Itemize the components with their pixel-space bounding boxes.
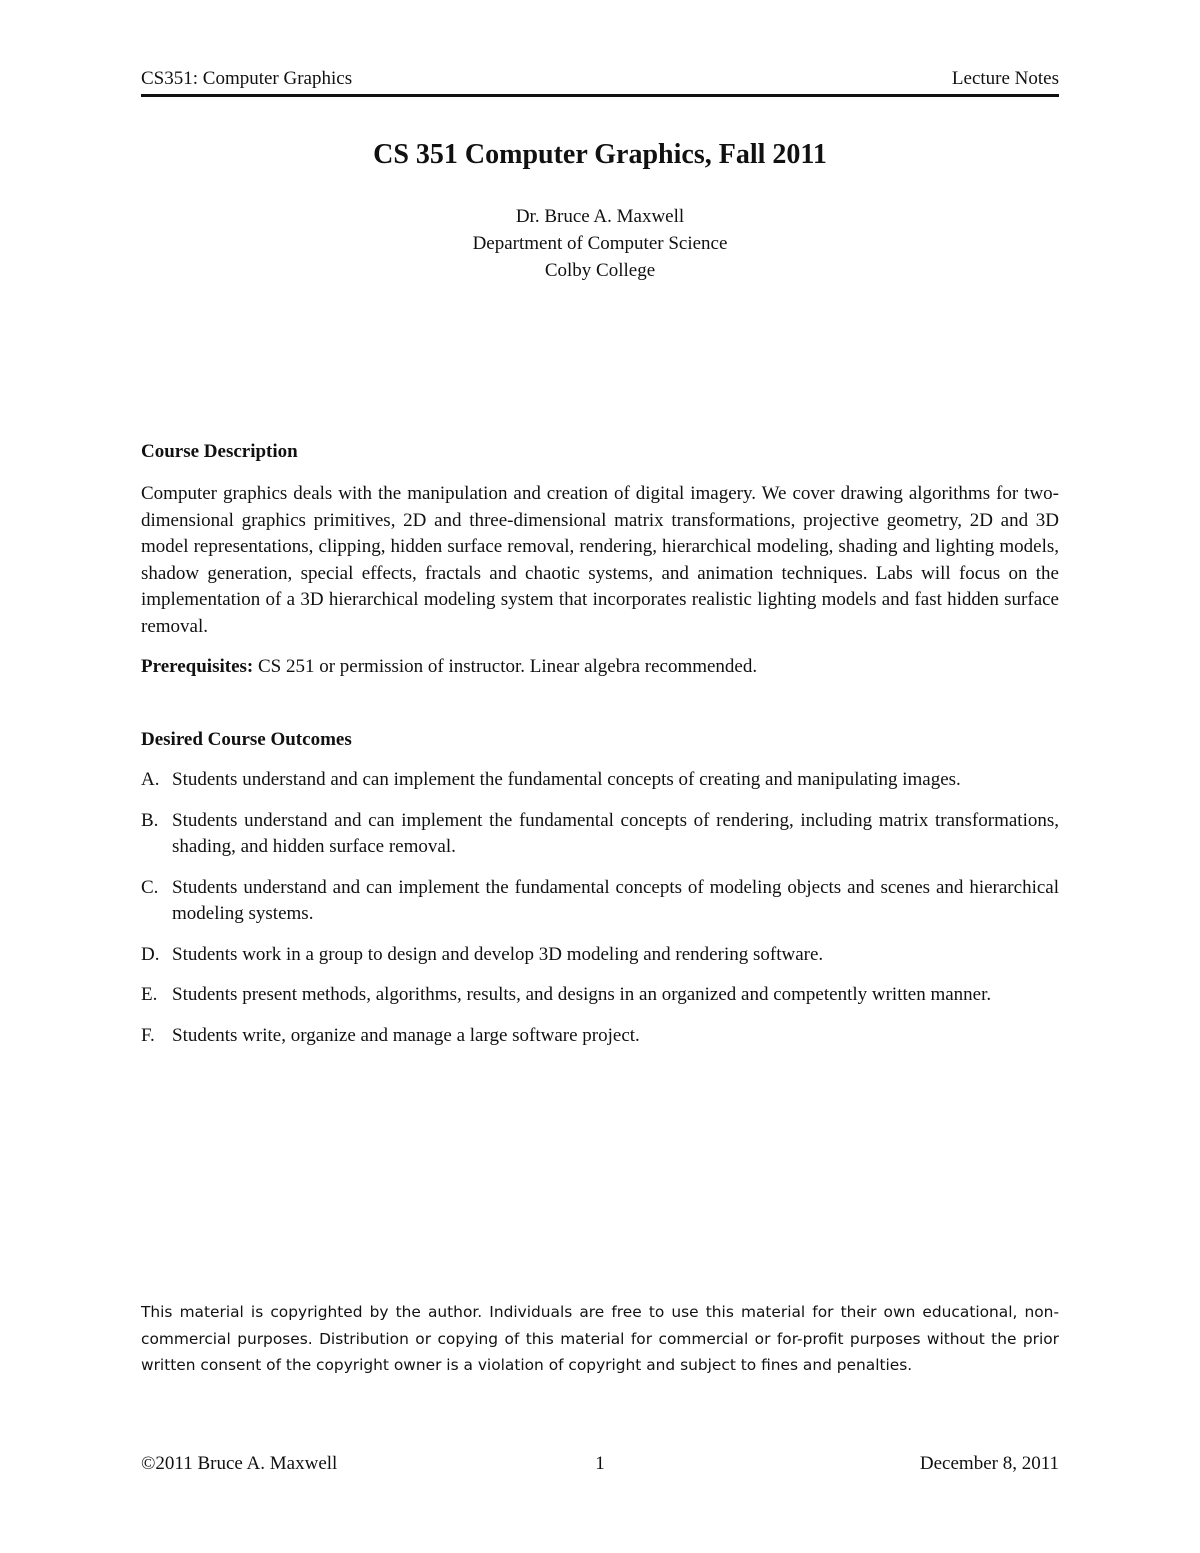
outcome-item	[141, 1023, 1059, 1050]
author-name: Dr. Bruce A. Maxwell	[515, 206, 685, 227]
outcome-letter: E.	[141, 984, 158, 1005]
outcome-text: Students understand and can implement the fundamental concepts of creating and manipulating images.	[172, 769, 961, 790]
prerequisites-label: Prerequisites:	[141, 656, 254, 677]
header-rule	[141, 94, 1059, 97]
page-number: 1	[595, 1453, 605, 1474]
course-description-heading: Course Description	[141, 441, 298, 462]
outcomes-heading: Desired Course Outcomes	[141, 729, 352, 750]
author-institution: Colby College	[544, 260, 656, 281]
outcome-text: Students write, organize and manage a large software project.	[172, 1024, 640, 1046]
title-block	[141, 138, 1059, 284]
document-title: CS 351 Computer Graphics, Fall 2011	[373, 139, 827, 170]
running-header	[141, 66, 1059, 100]
course-description-text: Computer graphics deals with the manipulation and creation of digital imagery. We cover drawing algorithms for two-dimensional graphics primitives, 2D and three-dimensional matrix transformations, projective geometry, 2D and 3D model representations, clipping, hidden surface removal, rendering, hierarchical modeling, shading and lighting models, shadow generation, special effects, fractals and chaotic systems, and animation techniques. Labs will focus on the implementation of a 3D hierarchical modeling system that incorporates realistic lighting models and fast hidden surface removal.	[141, 483, 1059, 637]
outcome-item	[141, 982, 1059, 1009]
outcome-letter: B.	[141, 809, 159, 831]
outcome-text: Students work in a group to design and develop 3D modeling and rendering software.	[172, 943, 824, 965]
outcome-item	[141, 767, 1059, 794]
outcome-text: Students understand and can implement the fundamental concepts of rendering, including matrix transformations, shading, and hidden surface removal.	[172, 809, 1059, 857]
footer-date: December 8, 2011	[919, 1453, 1059, 1474]
prerequisites-line	[141, 654, 1059, 681]
outcome-text: Students understand and can implement the fundamental concepts of modeling objects and scenes and hierarchical modeling systems.	[172, 876, 1059, 924]
outcomes-section	[141, 728, 1059, 1063]
outcome-letter: C.	[141, 876, 159, 898]
author-department: Department of Computer Science	[472, 233, 728, 254]
outcome-letter: D.	[141, 943, 160, 965]
course-description-section	[141, 440, 1059, 681]
copyright-notice: This material is copyrighted by the author. Individuals are free to use this material for their own educational, non-commercial purposes. Distribution or copying of this material for commercial or for-profit purposes without the prior written consent of the copyright owner is a violation of copyright and subject to fines and penalties.	[141, 1303, 1059, 1374]
outcome-letter: F.	[141, 1024, 155, 1046]
footer-copyright: ©2011 Bruce A. Maxwell	[141, 1453, 338, 1474]
prerequisites-text: CS 251 or permission of instructor. Linear algebra recommended.	[257, 656, 758, 677]
header-doc-type: Lecture Notes	[951, 68, 1059, 89]
outcomes-list	[141, 767, 1059, 1049]
header-course-name: CS351: Computer Graphics	[141, 68, 353, 89]
outcome-item	[141, 808, 1059, 861]
outcome-text: Students present methods, algorithms, results, and designs in an organized and competently written manner.	[172, 984, 992, 1005]
outcome-item	[141, 942, 1059, 969]
running-footer	[141, 1453, 1059, 1479]
author-block	[141, 203, 1059, 284]
outcome-letter: A.	[141, 769, 160, 790]
outcome-item	[141, 875, 1059, 928]
